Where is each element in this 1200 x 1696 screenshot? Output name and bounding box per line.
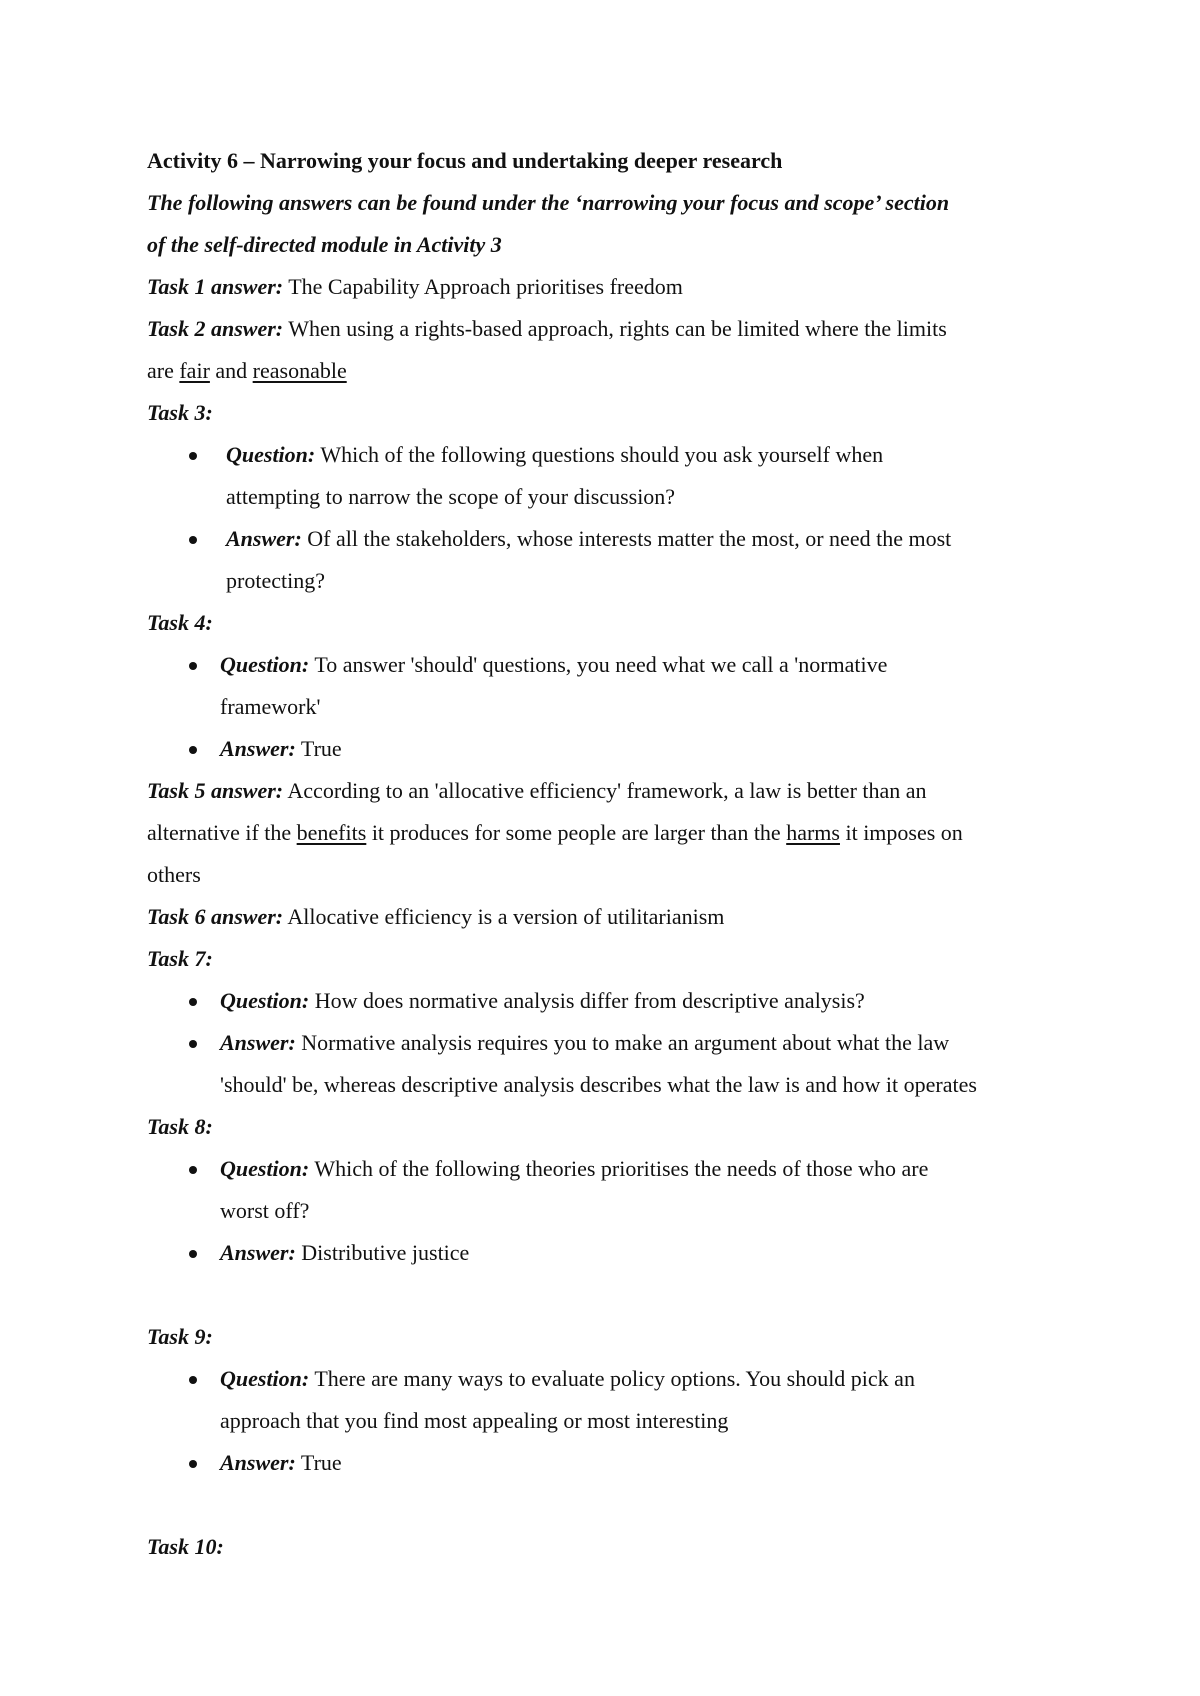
question-label: Question: <box>220 988 310 1013</box>
task-6-label: Task 6 answer: <box>147 904 284 929</box>
task-5-label: Task 5 answer: <box>147 778 284 803</box>
task-5-text-a: alternative if the <box>147 820 297 845</box>
task-8-list <box>147 1148 1067 1274</box>
question-label: Question: <box>220 1366 310 1391</box>
question-text-line-2: worst off? <box>220 1198 310 1223</box>
intro-line-1: The following answers can be found under the ‘narrowing your focus and scope’ section <box>147 190 950 215</box>
task-2-line-2 <box>147 350 1067 392</box>
task-7-answer <box>147 1022 1067 1106</box>
task-5-line-2 <box>147 812 1067 854</box>
task-9-label: Task 9: <box>147 1324 213 1349</box>
question-text-line-2: attempting to narrow the scope of your discussion? <box>226 484 676 509</box>
task-6-answer: Allocative efficiency is a version of utilitarianism <box>283 904 725 929</box>
task-3-list <box>147 434 1067 602</box>
question-text-line-1: Which of the following theories prioritises the needs of those who are <box>309 1156 929 1181</box>
activity-title: Activity 6 – Narrowing your focus and undertaking deeper research <box>147 148 783 173</box>
question-label: Question: <box>220 652 310 677</box>
answer-text: Distributive justice <box>295 1240 470 1265</box>
task-8-answer <box>147 1232 1067 1274</box>
task-1-answer: The Capability Approach prioritises freedom <box>283 274 683 299</box>
task-7-list <box>147 980 1067 1106</box>
question-text-line-1: To answer 'should' questions, you need what we call a 'normative <box>309 652 888 677</box>
task-8-question <box>147 1148 1067 1232</box>
task-8-label: Task 8: <box>147 1114 213 1139</box>
answer-label: Answer: <box>220 1450 296 1475</box>
task-5-answer-line-1: According to an 'allocative efficiency' framework, a law is better than an <box>283 778 927 803</box>
task-5-text-b: it produces for some people are larger than the <box>366 820 787 845</box>
task-7-question <box>147 980 1067 1022</box>
task-5-line-3: others <box>147 862 201 887</box>
answer-text-line-2: protecting? <box>226 568 325 593</box>
task-3-question <box>147 434 1067 518</box>
underlined-term-fair: fair <box>179 358 210 383</box>
question-label: Question: <box>226 442 316 467</box>
task-9-list <box>147 1358 1067 1484</box>
task-5-line-1 <box>147 770 1067 812</box>
task-6 <box>147 896 1067 938</box>
task-1 <box>147 266 1067 308</box>
question-text-line-2: framework' <box>220 694 321 719</box>
answer-text: True <box>295 1450 342 1475</box>
answer-text-line-1: Normative analysis requires you to make an argument about what the law <box>295 1030 950 1055</box>
intro-line-2: of the self-directed module in Activity 3 <box>147 232 502 257</box>
question-text-line-2: approach that you find most appealing or most interesting <box>220 1408 729 1433</box>
task-2-answer-line-1: When using a rights-based approach, rights can be limited where the limits <box>283 316 947 341</box>
task-4-label: Task 4: <box>147 610 213 635</box>
answer-label: Answer: <box>220 736 296 761</box>
task-3-answer <box>147 518 1067 602</box>
answer-text: True <box>295 736 342 761</box>
task-2-line-1 <box>147 308 1067 350</box>
question-text: How does normative analysis differ from descriptive analysis? <box>309 988 865 1013</box>
task-9-question <box>147 1358 1067 1442</box>
task-4-question <box>147 644 1067 728</box>
blank-line <box>147 1274 1067 1316</box>
task-1-label: Task 1 answer: <box>147 274 284 299</box>
task-5-text-c: it imposes on <box>839 820 963 845</box>
task-4-answer <box>147 728 1067 770</box>
task-7-label: Task 7: <box>147 946 213 971</box>
task-2-text: are <box>147 358 180 383</box>
document-body <box>147 140 1067 1568</box>
answer-text-line-1: Of all the stakeholders, whose interests matter the most, or need the most <box>301 526 952 551</box>
answer-label: Answer: <box>220 1030 296 1055</box>
underlined-term-harms: harms <box>786 820 840 845</box>
task-2-text-and: and <box>209 358 253 383</box>
task-3-label: Task 3: <box>147 400 213 425</box>
answer-label: Answer: <box>226 526 302 551</box>
question-label: Question: <box>220 1156 310 1181</box>
underlined-term-reasonable: reasonable <box>252 358 347 383</box>
blank-line <box>147 1484 1067 1526</box>
answer-text-line-2: 'should' be, whereas descriptive analysis describes what the law is and how it operates <box>220 1072 977 1097</box>
task-9-answer <box>147 1442 1067 1484</box>
task-4-list <box>147 644 1067 770</box>
question-text-line-1: There are many ways to evaluate policy options. You should pick an <box>309 1366 915 1391</box>
task-2-label: Task 2 answer: <box>147 316 284 341</box>
question-text-line-1: Which of the following questions should you ask yourself when <box>315 442 884 467</box>
task-10-label: Task 10: <box>147 1534 224 1559</box>
answer-label: Answer: <box>220 1240 296 1265</box>
underlined-term-benefits: benefits <box>296 820 367 845</box>
